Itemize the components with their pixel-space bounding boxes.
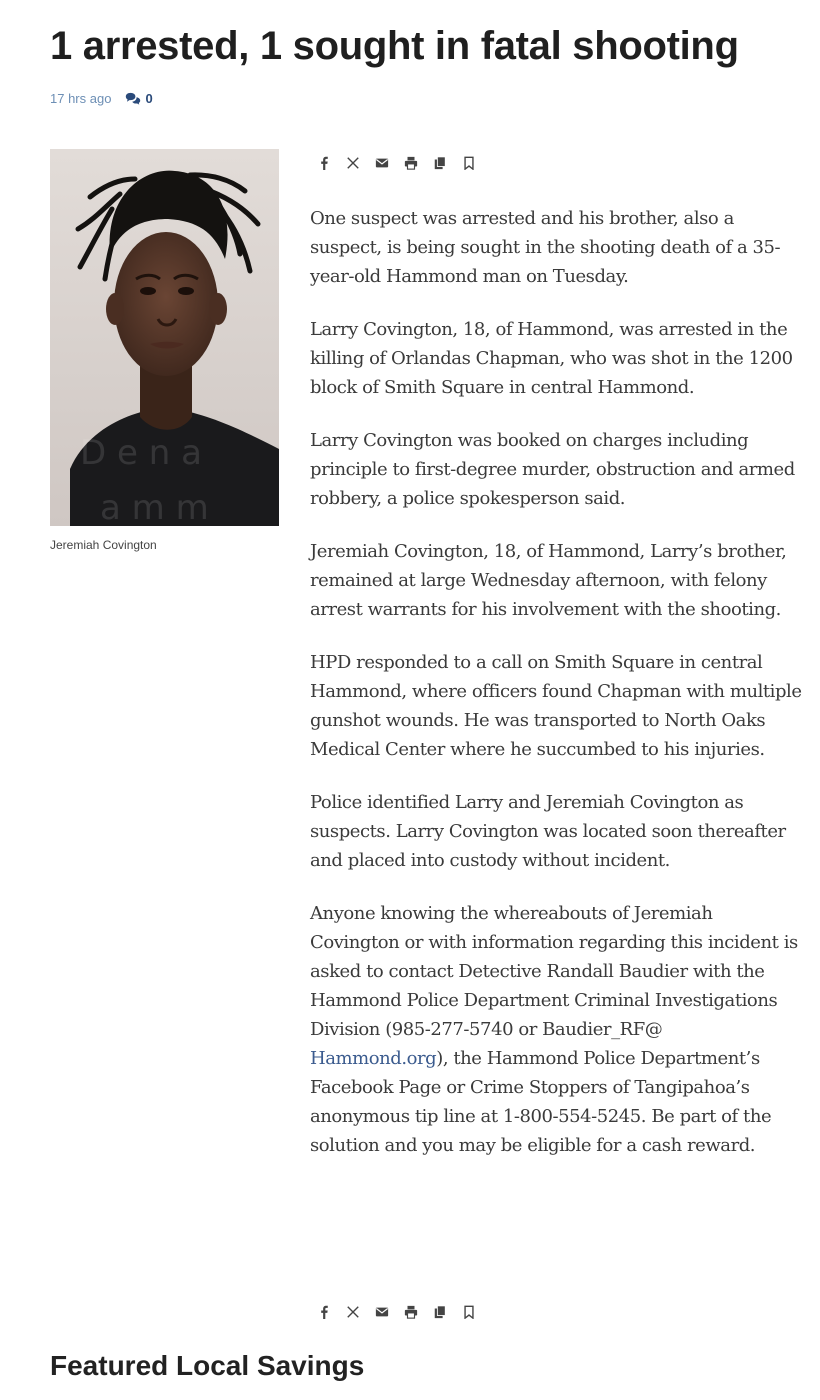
copy-icon[interactable] [432, 155, 448, 171]
x-icon[interactable] [345, 1304, 361, 1320]
bookmark-icon[interactable] [461, 155, 477, 171]
photo-caption: Jeremiah Covington [50, 538, 157, 552]
contact-text-end: ), the Hammond Police Department’s Facebook Page or Crime Stoppers of Tangipahoa’s anonymous tip line at 1-800-554-5245. Be part of the solution and you may be eligible for a cash reward. [310, 1048, 772, 1156]
facebook-icon[interactable] [316, 1304, 332, 1320]
facebook-icon[interactable] [316, 155, 332, 171]
paragraph: Jeremiah Covington, 18, of Hammond, Larry’s brother, remained at large Wednesday afternoon, with felony arrest warrants for his involvement with the shooting. [310, 541, 787, 620]
article-body [310, 204, 805, 1184]
paragraph: Police identified Larry and Jeremiah Covington as suspects. Larry Covington was located soon thereafter and placed into custody without incident. [310, 792, 786, 871]
print-icon[interactable] [403, 155, 419, 171]
paragraph: One suspect was arrested and his brother, also a suspect, is being sought in the shooting death of a 35-year-old Hammond man on Tuesday. [310, 208, 781, 287]
share-bar-top [316, 154, 477, 172]
comment-count: 0 [145, 90, 153, 106]
mugshot-photo[interactable] [50, 149, 279, 526]
paragraph-contact [310, 899, 805, 1160]
comments-icon [125, 92, 141, 105]
article-meta [50, 90, 153, 106]
paragraph: Larry Covington, 18, of Hammond, was arrested in the killing of Orlandas Chapman, who was shot in the 1200 block of Smith Square in central Hammond. [310, 319, 793, 398]
comments-link[interactable] [125, 91, 152, 106]
print-icon[interactable] [403, 1304, 419, 1320]
x-icon[interactable] [345, 155, 361, 171]
svg-text:a m m: a m m [100, 488, 209, 526]
article-headline: 1 arrested, 1 sought in fatal shooting [50, 24, 739, 68]
featured-heading: Featured Local Savings [50, 1350, 365, 1381]
contact-text-start: Anyone knowing the whereabouts of Jeremiah Covington or with information regarding this incident is asked to contact Detective Randall Baudier with the Hammond Police Department Criminal Investigations Division (985-277-5740 or Baudier_RF@ [310, 903, 798, 1040]
share-bar-bottom [316, 1303, 477, 1321]
paragraph: Larry Covington was booked on charges including principle to first-degree murder, obstruction and armed robbery, a police spokesperson said. [310, 430, 795, 509]
email-icon[interactable] [374, 1304, 390, 1320]
hammond-link[interactable]: Hammond.org [310, 1048, 437, 1069]
email-icon[interactable] [374, 155, 390, 171]
timestamp: 17 hrs ago [50, 90, 112, 106]
bookmark-icon[interactable] [461, 1304, 477, 1320]
paragraph: HPD responded to a call on Smith Square in central Hammond, where officers found Chapman with multiple gunshot wounds. He was transported to North Oaks Medical Center where he succumbed to his injuries. [310, 652, 802, 760]
svg-text:D e n a: D e n a [80, 433, 202, 473]
mugshot-image [50, 149, 279, 526]
copy-icon[interactable] [432, 1304, 448, 1320]
